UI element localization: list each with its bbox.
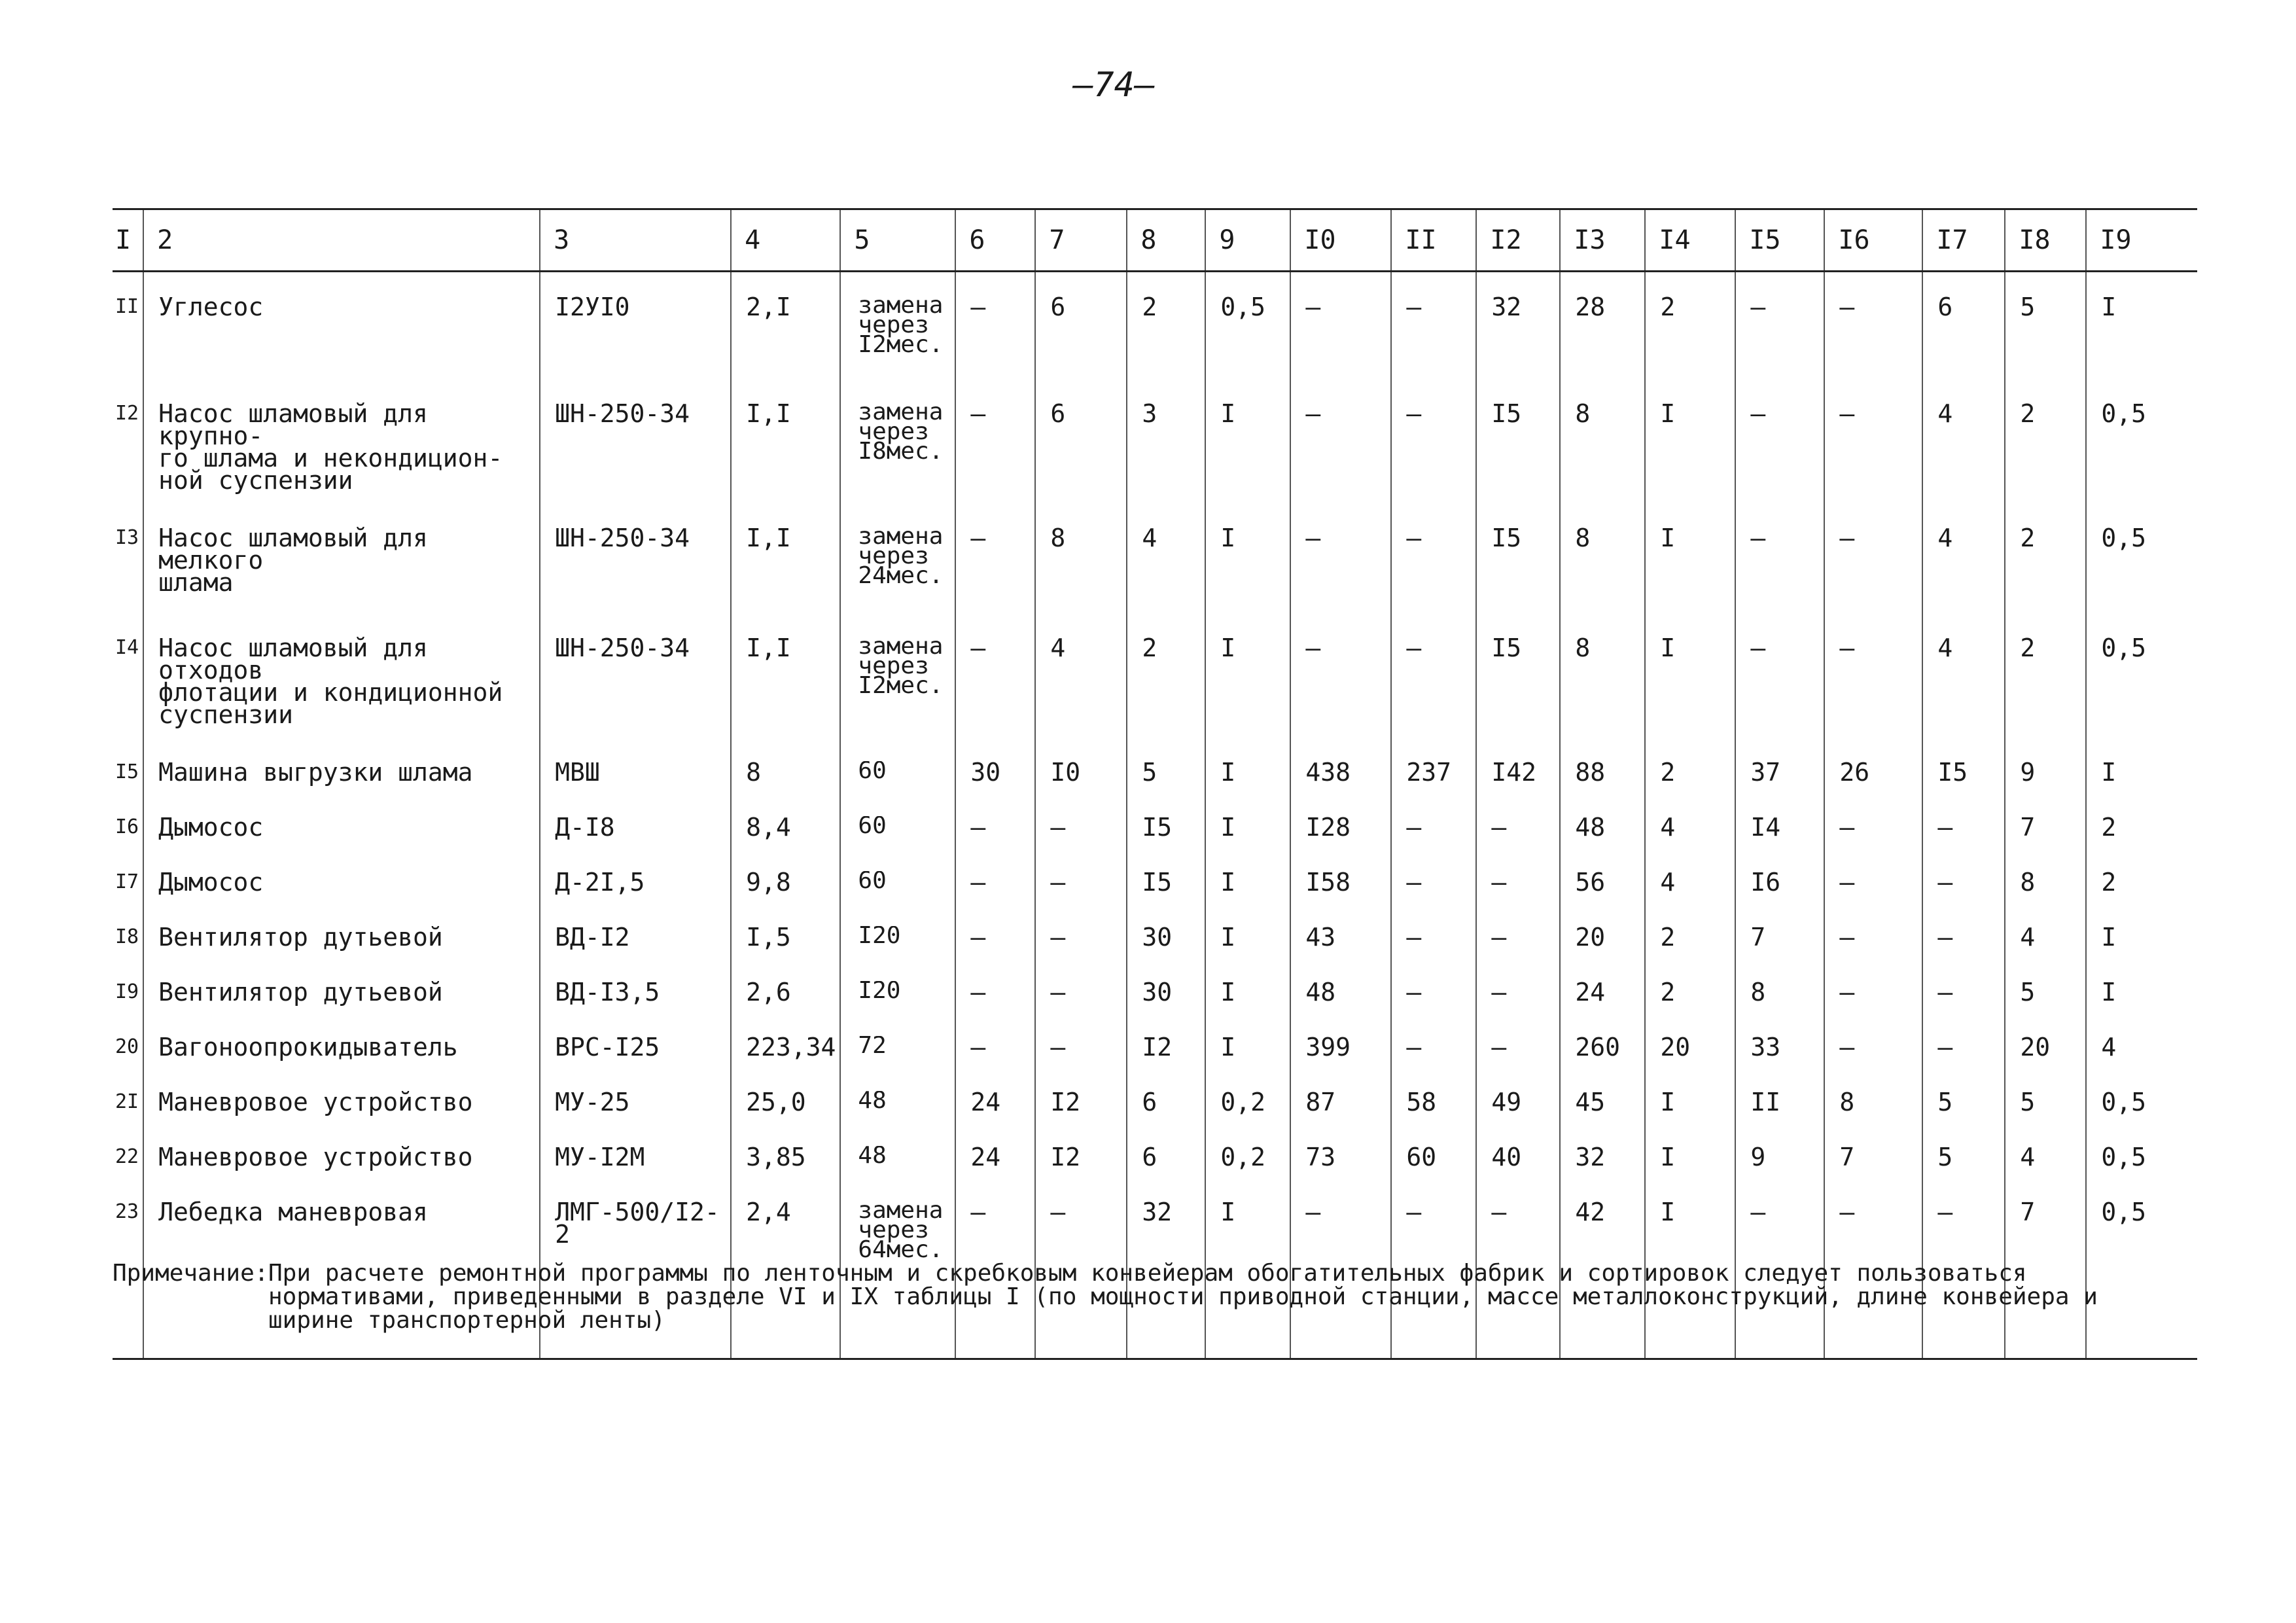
column-header: 4 xyxy=(731,209,840,272)
table-cell: 5 xyxy=(2005,1091,2086,1146)
table-cell: 58 xyxy=(1391,1091,1476,1146)
equipment-model: ВД-I2 xyxy=(540,926,731,981)
table-cell: I5 xyxy=(1127,816,1205,871)
table-cell: 42 xyxy=(1560,1201,1645,1299)
table-cell: I xyxy=(1645,637,1735,761)
equipment-model: ШН-250-34 xyxy=(540,402,731,527)
table-cell: I xyxy=(1205,402,1290,527)
table-cell: I5 xyxy=(1922,761,2005,816)
table-cell: 2,6 xyxy=(731,981,840,1036)
table-cell: 24 xyxy=(955,1146,1035,1201)
table-cell: – xyxy=(955,1036,1035,1091)
row-number: 23 xyxy=(113,1201,143,1299)
table-cell: – xyxy=(1035,1201,1127,1299)
table-cell: 9 xyxy=(2005,761,2086,816)
table-cell: 9 xyxy=(1735,1146,1824,1201)
table-cell: – xyxy=(1035,816,1127,871)
table-cell: 72 xyxy=(840,1036,955,1091)
table-cell: – xyxy=(1735,527,1824,637)
table-cell: 20 xyxy=(1645,1036,1735,1091)
table-cell: 0,5 xyxy=(2101,636,2147,662)
table-cell: 0,5 xyxy=(2101,402,2147,428)
table-cell: 30 xyxy=(955,761,1035,816)
table-row xyxy=(113,1146,2197,1201)
table-cell: – xyxy=(1290,272,1391,402)
table-cell: 28 xyxy=(1560,272,1645,402)
table-cell: – xyxy=(1391,527,1476,637)
equipment-model: МУ-25 xyxy=(540,1091,731,1146)
table-cell: I xyxy=(1645,1201,1735,1299)
table-cell: – xyxy=(1824,272,1922,402)
table-cell: 2 xyxy=(2005,637,2086,761)
table-cell: 4 xyxy=(1922,637,2005,761)
equipment-model: ВД-I3,5 xyxy=(540,981,731,1036)
column-header: I xyxy=(113,209,143,272)
table-cell: 60 xyxy=(840,816,955,871)
table-cell: 5 xyxy=(2005,272,2086,402)
table-row xyxy=(113,527,2197,637)
table-cell: – xyxy=(1476,981,1560,1036)
table-row xyxy=(113,871,2197,926)
table-cell: 4 xyxy=(1922,527,2005,637)
equipment-model: Д-I8 xyxy=(540,816,731,871)
table-cell: I28 xyxy=(1290,816,1391,871)
column-header: I8 xyxy=(2005,209,2086,272)
row-number: I8 xyxy=(113,926,143,981)
table-cell: – xyxy=(1735,272,1824,402)
table-cell: 223,34 xyxy=(731,1036,840,1091)
table-cell: I2 xyxy=(1127,1036,1205,1091)
footnote-text: При расчете ремонтной программы по ленточным и скребковым конвейерам обогатительных фабрик и сортировок следует пользоваться нормативами, приведенными в разделе VI и IX таблицы I (по мощности приводной станции, массе металлоконструкций, длине конвейера и ширине транспортерной ленты) xyxy=(268,1260,2098,1334)
table-cell: I xyxy=(1205,527,1290,637)
table-cell: 8 xyxy=(1560,637,1645,761)
table-cell: 4 xyxy=(1645,871,1735,926)
table-cell: – xyxy=(955,527,1035,637)
empty-cell xyxy=(113,1299,143,1359)
table-cell: – xyxy=(955,1201,1035,1299)
table-cell: 2 xyxy=(1645,761,1735,816)
table-cell: 48 xyxy=(840,1091,955,1146)
column-header: I6 xyxy=(1824,209,1922,272)
table-cell: 4 xyxy=(1035,637,1127,761)
table-cell: 6 xyxy=(1035,402,1127,527)
row-number: 2I xyxy=(113,1091,143,1146)
table-cell: – xyxy=(955,402,1035,527)
table-cell: I2 xyxy=(1035,1146,1127,1201)
row-number: 20 xyxy=(113,1036,143,1091)
table-cell: I xyxy=(2101,760,2117,787)
table-cell: I,I xyxy=(731,527,840,637)
table-cell: 40 xyxy=(1476,1146,1560,1201)
table-cell: – xyxy=(1922,1201,2005,1299)
column-header: 7 xyxy=(1035,209,1127,272)
table-cell: 60 xyxy=(840,761,955,816)
table-cell: 8 xyxy=(1735,981,1824,1036)
table-cell: – xyxy=(1290,1201,1391,1299)
column-header: 8 xyxy=(1127,209,1205,272)
maintenance-table xyxy=(113,208,2197,1360)
table-cell: 260 xyxy=(1560,1036,1645,1091)
table-row xyxy=(113,926,2197,981)
table-cell: – xyxy=(1391,871,1476,926)
table-row xyxy=(113,816,2197,871)
table-cell: – xyxy=(955,981,1035,1036)
table-cell: I20 xyxy=(840,981,955,1036)
table-cell: 8 xyxy=(1035,527,1127,637)
header-row xyxy=(113,209,2197,272)
row-number: I9 xyxy=(113,981,143,1036)
table-cell: – xyxy=(1922,926,2005,981)
table-cell: 48 xyxy=(840,1146,955,1201)
table-cell: – xyxy=(1922,816,2005,871)
table-cell: замена через I8мес. xyxy=(840,402,955,527)
table-cell: 0,2 xyxy=(1205,1091,1290,1146)
table-cell: – xyxy=(1476,1201,1560,1299)
table-cell: – xyxy=(1391,1201,1476,1299)
table-cell: I,5 xyxy=(731,926,840,981)
table-cell: 49 xyxy=(1476,1091,1560,1146)
table-cell: I xyxy=(1205,816,1290,871)
table-cell: – xyxy=(1735,1201,1824,1299)
table-cell: 24 xyxy=(955,1091,1035,1146)
row-number: I3 xyxy=(113,527,143,637)
table-cell: замена через I2мес. xyxy=(840,272,955,402)
table-cell: 56 xyxy=(1560,871,1645,926)
table-cell: замена через 64мес. xyxy=(840,1201,955,1299)
equipment-name: Вентилятор дутьевой xyxy=(143,926,540,981)
table-cell: 5 xyxy=(1922,1146,2005,1201)
table-cell: – xyxy=(1391,816,1476,871)
equipment-name: Вентилятор дутьевой xyxy=(143,981,540,1036)
footnote-label: Примечание: xyxy=(113,1260,269,1287)
table-cell: – xyxy=(1035,926,1127,981)
table-cell: 438 xyxy=(1290,761,1391,816)
equipment-model: ЛМГ-500/I2-2 xyxy=(540,1201,731,1299)
table-cell: I xyxy=(1205,1201,1290,1299)
table-cell: – xyxy=(1391,637,1476,761)
equipment-name: Дымосос xyxy=(143,816,540,871)
table-cell: – xyxy=(1824,527,1922,637)
column-header: 6 xyxy=(955,209,1035,272)
row-number: I6 xyxy=(113,816,143,871)
table-cell: 48 xyxy=(1290,981,1391,1036)
table-cell: 3,85 xyxy=(731,1146,840,1201)
table-cell: I20 xyxy=(840,926,955,981)
table-cell: 26 xyxy=(1824,761,1922,816)
table-cell: – xyxy=(1824,1036,1922,1091)
table-cell: 0,5 xyxy=(2101,1090,2147,1116)
table-cell: I xyxy=(1205,761,1290,816)
equipment-name: Лебедка маневровая xyxy=(143,1201,540,1299)
table-cell: 20 xyxy=(2005,1036,2086,1091)
column-header: 3 xyxy=(540,209,731,272)
table-cell: I xyxy=(1205,1036,1290,1091)
table-cell: 6 xyxy=(1127,1091,1205,1146)
equipment-name: Маневровое устройство xyxy=(143,1091,540,1146)
table-cell: 8 xyxy=(2005,871,2086,926)
table-cell: 8 xyxy=(1560,527,1645,637)
equipment-name: Вагоноопрокидыватель xyxy=(143,1036,540,1091)
equipment-model: Д-2I,5 xyxy=(540,871,731,926)
table-cell: – xyxy=(1035,1036,1127,1091)
row-number: I5 xyxy=(113,761,143,816)
table-cell: – xyxy=(1290,527,1391,637)
column-header: I0 xyxy=(1290,209,1391,272)
table-cell: – xyxy=(1035,981,1127,1036)
column-header: II xyxy=(1391,209,1476,272)
table-cell: – xyxy=(955,816,1035,871)
table-cell: I,I xyxy=(731,402,840,527)
table-cell: – xyxy=(1922,1036,2005,1091)
table-cell: 0,5 xyxy=(2101,526,2147,552)
equipment-name: Углесос xyxy=(143,272,540,402)
column-header: I9 xyxy=(2086,209,2197,272)
column-header: 5 xyxy=(840,209,955,272)
table-cell: 7 xyxy=(1824,1146,1922,1201)
table-cell: 20 xyxy=(1560,926,1645,981)
table-cell: 24 xyxy=(1560,981,1645,1036)
table-cell: I xyxy=(1205,926,1290,981)
table-cell: 7 xyxy=(2005,1201,2086,1299)
table-cell: 0,2 xyxy=(1205,1146,1290,1201)
table-cell: замена через I2мес. xyxy=(840,637,955,761)
table-cell: 2 xyxy=(1645,272,1735,402)
table-cell: 8,4 xyxy=(731,816,840,871)
table-cell: 0,5 xyxy=(2101,1200,2147,1226)
table-cell: 2 xyxy=(2101,870,2117,897)
table-cell: 5 xyxy=(2005,981,2086,1036)
table-cell: – xyxy=(1922,981,2005,1036)
equipment-name: Маневровое устройство xyxy=(143,1146,540,1201)
table-cell: – xyxy=(1476,816,1560,871)
table-cell: I58 xyxy=(1290,871,1391,926)
table-cell: I42 xyxy=(1476,761,1560,816)
table-cell: 399 xyxy=(1290,1036,1391,1091)
table-row xyxy=(113,1036,2197,1091)
table-cell: I xyxy=(1205,981,1290,1036)
table-cell: – xyxy=(1476,1036,1560,1091)
table-cell: – xyxy=(1824,637,1922,761)
column-header: 9 xyxy=(1205,209,1290,272)
table-cell: 5 xyxy=(1922,1091,2005,1146)
table-cell: 25,0 xyxy=(731,1091,840,1146)
table-cell: I xyxy=(2101,293,2117,321)
table-cell: – xyxy=(1824,816,1922,871)
table-cell: I6 xyxy=(1735,871,1824,926)
table-cell: – xyxy=(1824,926,1922,981)
table-row xyxy=(113,1091,2197,1146)
table-cell: 5 xyxy=(1127,761,1205,816)
table-cell: 60 xyxy=(1391,1146,1476,1201)
table-cell: – xyxy=(1035,871,1127,926)
table-cell: – xyxy=(1824,402,1922,527)
table-row xyxy=(113,402,2197,527)
table-cell: I0 xyxy=(1035,761,1127,816)
table-cell: 2,4 xyxy=(731,1201,840,1299)
column-header: I4 xyxy=(1645,209,1735,272)
table-cell: I xyxy=(1645,402,1735,527)
table-cell: – xyxy=(1824,871,1922,926)
equipment-model: ШН-250-34 xyxy=(540,637,731,761)
table-cell: 33 xyxy=(1735,1036,1824,1091)
table-cell: 2 xyxy=(1645,981,1735,1036)
table-cell: 6 xyxy=(1035,272,1127,402)
table-cell: 0,5 xyxy=(1205,272,1290,402)
table-cell: – xyxy=(1735,402,1824,527)
table-cell: – xyxy=(1922,871,2005,926)
row-number: I4 xyxy=(113,637,143,761)
equipment-name: Машина выгрузки шлама xyxy=(143,761,540,816)
table-cell: – xyxy=(1824,1201,1922,1299)
table-cell: 2 xyxy=(2101,815,2117,842)
table-cell: 30 xyxy=(1127,926,1205,981)
table-cell: – xyxy=(955,926,1035,981)
table-cell: – xyxy=(1824,981,1922,1036)
table-cell: 2 xyxy=(1127,272,1205,402)
table-cell: 4 xyxy=(1127,527,1205,637)
table-cell: 30 xyxy=(1127,981,1205,1036)
table-cell: 7 xyxy=(2005,816,2086,871)
table-cell: 2 xyxy=(2005,527,2086,637)
table-cell: 87 xyxy=(1290,1091,1391,1146)
table-cell: – xyxy=(955,272,1035,402)
equipment-model: МВШ xyxy=(540,761,731,816)
table-cell: 4 xyxy=(2005,1146,2086,1201)
table-cell: 2 xyxy=(1645,926,1735,981)
table-cell: – xyxy=(1290,637,1391,761)
row-number: I7 xyxy=(113,871,143,926)
table-cell: 45 xyxy=(1560,1091,1645,1146)
table-cell: 2,I xyxy=(731,272,840,402)
equipment-model: ШН-250-34 xyxy=(540,527,731,637)
table-cell: 7 xyxy=(1735,926,1824,981)
table-cell: I,I xyxy=(731,637,840,761)
row-number: 22 xyxy=(113,1146,143,1201)
table-cell: 4 xyxy=(1645,816,1735,871)
row-number: I2 xyxy=(113,402,143,527)
table-cell: – xyxy=(1290,402,1391,527)
column-header: I2 xyxy=(1476,209,1560,272)
table-cell: 60 xyxy=(840,871,955,926)
table-cell: 8 xyxy=(1560,402,1645,527)
table-cell: – xyxy=(1735,637,1824,761)
row-number: II xyxy=(113,272,143,402)
table-cell: 32 xyxy=(1127,1201,1205,1299)
table-cell: – xyxy=(1391,926,1476,981)
table-cell: I xyxy=(2101,925,2117,952)
table-cell: – xyxy=(1391,272,1476,402)
table-row xyxy=(113,981,2197,1036)
table-cell: 4 xyxy=(1922,402,2005,527)
equipment-model: МУ-I2М xyxy=(540,1146,731,1201)
table-cell: I xyxy=(1645,527,1735,637)
table-cell: I5 xyxy=(1476,402,1560,527)
table-cell: 4 xyxy=(2101,1035,2117,1061)
column-header: I7 xyxy=(1922,209,2005,272)
table-cell: 32 xyxy=(1476,272,1560,402)
table-row xyxy=(113,637,2197,761)
table-cell: I4 xyxy=(1735,816,1824,871)
table-cell: II xyxy=(1735,1091,1824,1146)
table-cell: – xyxy=(1391,981,1476,1036)
table-cell: 237 xyxy=(1391,761,1476,816)
table-cell: 48 xyxy=(1560,816,1645,871)
table-cell: 0,5 xyxy=(2101,1145,2147,1171)
table-cell: I2 xyxy=(1035,1091,1127,1146)
equipment-model: I2УI0 xyxy=(540,272,731,402)
table-cell: 8 xyxy=(1824,1091,1922,1146)
table-cell: I5 xyxy=(1476,527,1560,637)
table-cell: I xyxy=(1205,871,1290,926)
table-cell: I5 xyxy=(1127,871,1205,926)
equipment-name: Насос шламовый для отходов флотации и кондиционной суспензии xyxy=(143,637,540,761)
table-body xyxy=(113,272,2197,1359)
column-header: I3 xyxy=(1560,209,1645,272)
table-cell: 32 xyxy=(1560,1146,1645,1201)
table-cell: замена через 24мес. xyxy=(840,527,955,637)
table-row xyxy=(113,272,2197,402)
table-cell: – xyxy=(1391,402,1476,527)
table-cell: I xyxy=(1205,637,1290,761)
table-cell: 43 xyxy=(1290,926,1391,981)
table-cell: – xyxy=(955,871,1035,926)
table-cell: 2 xyxy=(1127,637,1205,761)
column-header: 2 xyxy=(143,209,540,272)
equipment-name: Дымосос xyxy=(143,871,540,926)
equipment-model: ВРС-I25 xyxy=(540,1036,731,1091)
page-number: —74— xyxy=(1073,65,1156,105)
table-cell: 2 xyxy=(2005,402,2086,527)
table-cell: 37 xyxy=(1735,761,1824,816)
table-cell: – xyxy=(1476,871,1560,926)
table-cell: 6 xyxy=(1922,272,2005,402)
table-cell: I xyxy=(1645,1146,1735,1201)
table-cell: 73 xyxy=(1290,1146,1391,1201)
table-row xyxy=(113,761,2197,816)
table-cell: – xyxy=(1476,926,1560,981)
table-cell: 9,8 xyxy=(731,871,840,926)
table-header xyxy=(113,209,2197,272)
table-cell: – xyxy=(1391,1036,1476,1091)
table-cell: I xyxy=(1645,1091,1735,1146)
table-cell: I5 xyxy=(1476,637,1560,761)
table-cell: 3 xyxy=(1127,402,1205,527)
equipment-name: Насос шламовый для мелкого шлама xyxy=(143,527,540,637)
table-cell: – xyxy=(955,637,1035,761)
table-cell: 4 xyxy=(2005,926,2086,981)
table-cell: 88 xyxy=(1560,761,1645,816)
table-cell: 6 xyxy=(1127,1146,1205,1201)
equipment-name: Насос шламовый для крупно- го шлама и некондицион- ной суспензии xyxy=(143,402,540,527)
column-header: I5 xyxy=(1735,209,1824,272)
table-cell: I xyxy=(2101,980,2117,1007)
table-cell: 8 xyxy=(731,761,840,816)
